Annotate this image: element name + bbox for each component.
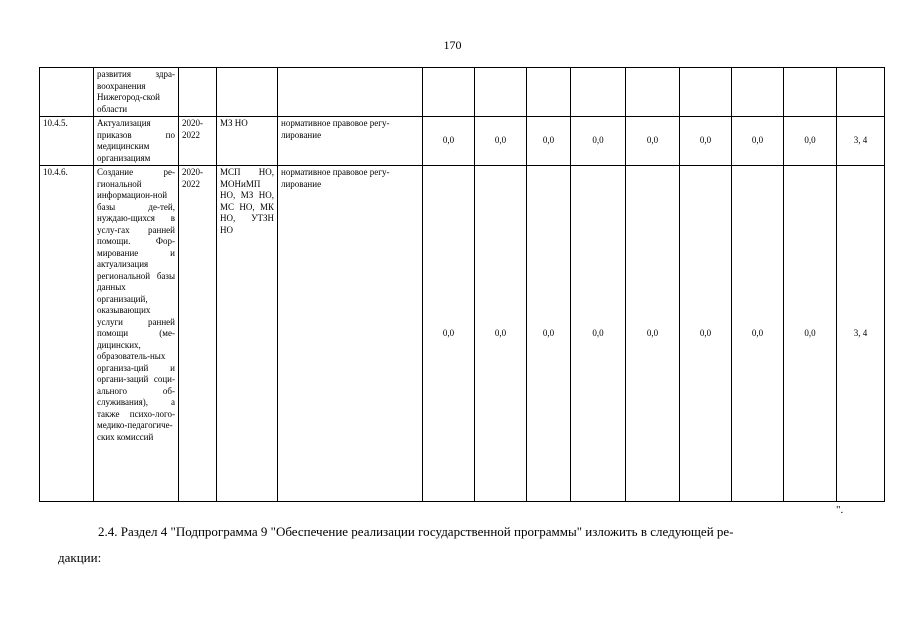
closing-quote: ". <box>836 504 844 516</box>
row-value <box>784 68 837 117</box>
row-id: 10.4.5. <box>40 117 94 166</box>
row-value: 0,0 <box>423 166 475 502</box>
table-row <box>40 166 885 502</box>
row-description: Создание ре-гиональной информацион-ной базы де-тей, нуждаю-щихся в услу-гах ранней помощи. Фор-мирование и актуализация региональной базы данных организаций, оказывающих услуги ранней помощи (ме-дицинских, образователь-ных организа-ций и органи-заций соци-ального об-служивания), а также психо-лого-медико-педагогиче-ских комиссий <box>94 166 179 502</box>
row-value: 0,0 <box>784 117 837 166</box>
row-value <box>571 68 626 117</box>
row-executor: МЗ НО <box>217 117 278 166</box>
table-row <box>40 68 885 117</box>
row-value: 0,0 <box>626 117 680 166</box>
table-row <box>40 117 885 166</box>
row-value: 0,0 <box>732 117 784 166</box>
row-executor <box>217 68 278 117</box>
row-value <box>680 68 732 117</box>
row-value: 0,0 <box>571 166 626 502</box>
row-value: 0,0 <box>527 117 571 166</box>
row-value <box>626 68 680 117</box>
row-value: 0,0 <box>626 166 680 502</box>
row-value: 0,0 <box>732 166 784 502</box>
row-description: развития здра-воохранения Нижегород-ской области <box>94 68 179 117</box>
row-description: Актуализация приказов по медицинским организациям <box>94 117 179 166</box>
row-value: 0,0 <box>475 166 527 502</box>
row-result: нормативное правовое регу-лирование <box>278 117 423 166</box>
row-result: нормативное правовое регу-лирование <box>278 166 423 502</box>
row-target: 3, 4 <box>837 166 885 502</box>
row-period: 2020-2022 <box>179 117 217 166</box>
page-number: 170 <box>443 38 462 52</box>
row-value: 0,0 <box>680 117 732 166</box>
row-period <box>179 68 217 117</box>
row-value: 0,0 <box>475 117 527 166</box>
row-target: 3, 4 <box>837 117 885 166</box>
program-table <box>39 67 885 502</box>
amendment-paragraph: 2.4. Раздел 4 "Подпрограмма 9 "Обеспечение реализации государственной программы" изложить в следующей ре- <box>98 524 734 539</box>
row-value: 0,0 <box>680 166 732 502</box>
row-value: 0,0 <box>527 166 571 502</box>
row-value <box>732 68 784 117</box>
row-value: 0,0 <box>571 117 626 166</box>
row-value <box>423 68 475 117</box>
amendment-paragraph-continuation: дакции: <box>58 550 102 565</box>
row-value: 0,0 <box>423 117 475 166</box>
row-target <box>837 68 885 117</box>
row-value: 0,0 <box>784 166 837 502</box>
row-value <box>475 68 527 117</box>
row-period: 2020-2022 <box>179 166 217 502</box>
row-executor: МСП НО, МОНиМП НО, МЗ НО, МС НО, МК НО, УТЗН НО <box>217 166 278 502</box>
row-id <box>40 68 94 117</box>
row-value <box>527 68 571 117</box>
row-result <box>278 68 423 117</box>
row-id: 10.4.6. <box>40 166 94 502</box>
